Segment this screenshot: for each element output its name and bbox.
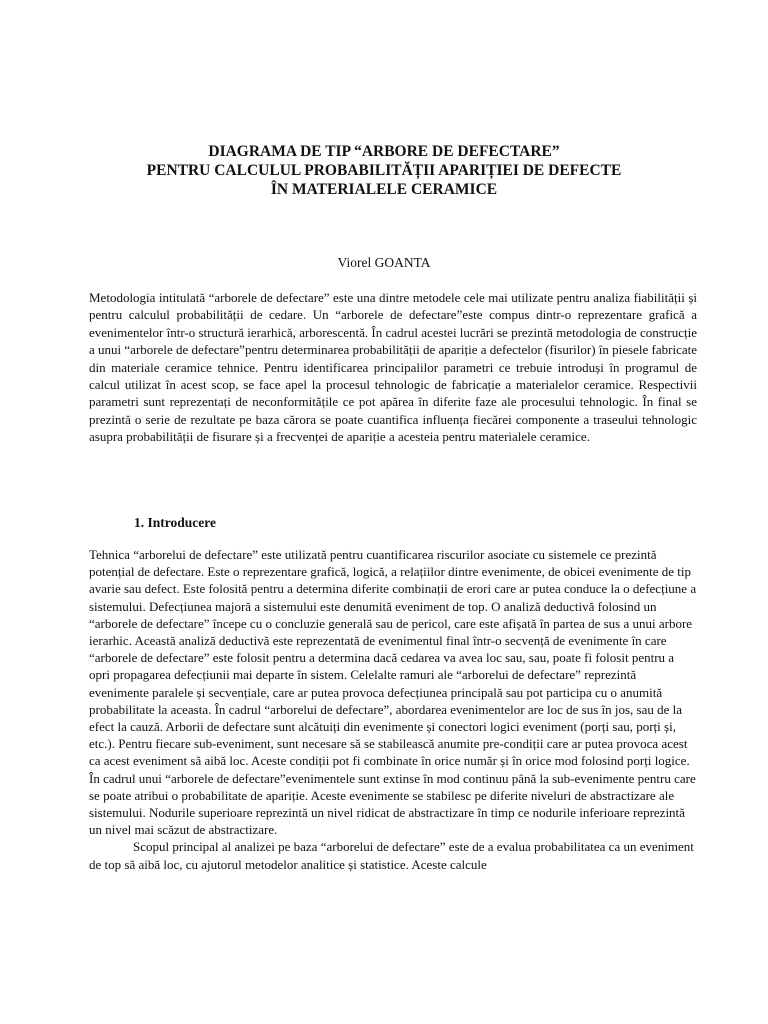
author-name: Viorel GOANTA — [337, 255, 431, 270]
body-paragraph-2: Scopul principal al analizei pe baza “arborelui de defectare” este de a evalua probabilitatea ca un eveniment de top să aibă loc, cu ajutorul metodelor analitice și statistice. Aceste calcule — [89, 839, 694, 872]
body-paragraph-1: Tehnica “arborelui de defectare” este utilizată pentru cuantificarea riscurilor asociate cu sistemele ce prezintă potențial de defectare. Este o reprezentare grafică, logică, a relațiilor dintre evenimente, de obicei evenimente de tip avarie sau defect. Este folosită pentru a determina diferite combinații de erori care ar putea conduce la o defecțiune a sistemului. Defecțiunea majoră a sistemului este denumită eveniment de top. O analiză deductivă folosind un “arborele de defectare” începe cu o concluzie generală sau de pericol, care este afișată în partea de sus a unui arbore ierarhic. Această analiză deductivă este reprezentată de evenimentul final într-o secvență de evenimente în care “arborele de defectare” este folosit pentru a determina dacă cedarea va avea loc sau, sau, poate fi folosit pentru a opri propagarea defecțiunii mai departe în sistem. Celelalte ramuri ale “arborelui de defectare” reprezintă evenimente paralele și secvențiale, care ar putea provoca defecțiunea principală sau pot participa cu o anumită probabilitate la aceasta. În cadrul “arborelui de defectare”, abordarea evenimentelor are loc de sus în jos, sau de la efect la cauză. Arborii de defectare sunt alcătuiți din evenimente și conectori logici eveniment (porți sau, porți și, etc.). Pentru fiecare sub-eveniment, sunt necesare să se stabilească anumite pre-condiții care ar putea provoca acest ca acest eveniment să aibă loc. Aceste condiții pot fi combinate în orice număr și în orice mod folosind porți logice. În cadrul unui “arborele de defectare”evenimentele sunt extinse în mod continuu până la sub-evenimente pentru care se poate atribui o probabilitate de apariție. Aceste evenimente se stabilesc pe diferite niveluri de abstractizare ale sistemului. Nodurile superioare reprezintă un nivel ridicat de abstractizare în timp ce nodurile inferioare reprezintă un nivel mai scăzut de abstractizare. — [89, 547, 697, 838]
title-line-3: ÎN MATERIALELE CERAMICE — [270, 181, 498, 198]
title-line-2: PENTRU CALCULUL PROBABILITĂȚII APARIȚIEI DE DEFECTE — [146, 162, 622, 179]
abstract-paragraph: Metodologia intitulată “arborele de defectare” este una dintre metodele cele mai utilizate pentru analiza fiabilității și pentru calculul probabilității de cedare. Un “arborele de defectare”este compus dintr-o reprezentare grafică a evenimentelor într-o structură ierarhică, arborescentă. În cadrul acestei lucrări se prezintă metodologia de construcție a unui “arborele de defectare”pentru determinarea probabilității de apariție a defectelor (fisurilor) în piesele fabricate din materiale ceramice tehnice. Pentru identificarea principalilor parametri ce trebuie introduși în programul de calcul utilizat în acest scop, se face apel la procesul tehnologic de fabricație a materialelor ceramice. Respectivii parametri sunt reprezentați de neconformitățile ce pot apărea în diferite faze ale procesului tehnologic. În final se prezintă o serie de rezultate pe baza cărora se poate cuantifica influența fiecărei componente a traseului tehnologic asupra probabilității de fisurare și a frecvenței de apariție a acesteia pentru materialele ceramice. — [89, 290, 697, 445]
section-heading: 1. Introducere — [134, 515, 216, 530]
body-text — [89, 546, 697, 873]
title-line-1: DIAGRAMA DE TIP “ARBORE DE DEFECTARE” — [208, 143, 560, 160]
